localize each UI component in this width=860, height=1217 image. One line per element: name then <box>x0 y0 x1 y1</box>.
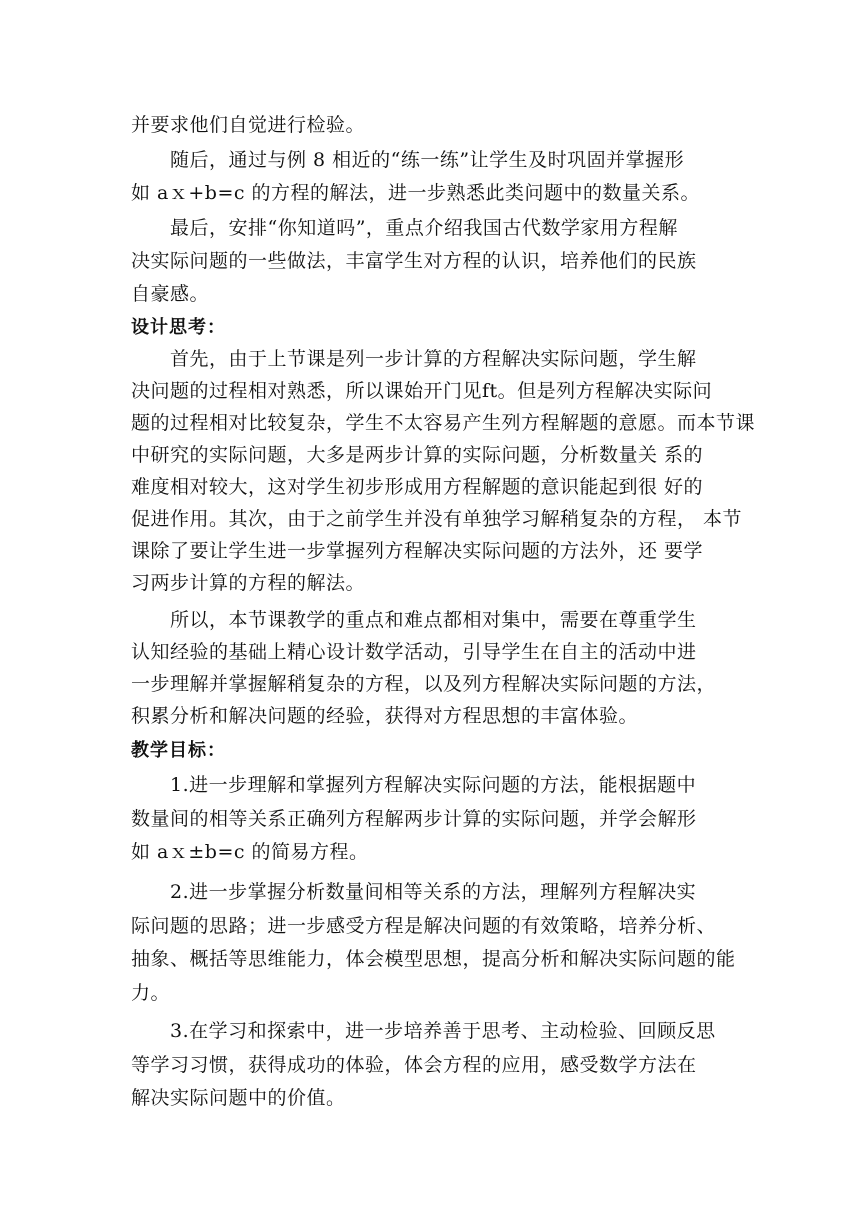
text-line: 抽象、概括等思维能力，体会模型思想，提高分析和解决实际问题的能 <box>131 948 736 970</box>
section-heading-design: 设计思考： <box>131 317 226 338</box>
text-line: 中研究的实际问题，大多是两步计算的实际问题，分析数量关 系的 <box>131 444 704 466</box>
paragraph-line: 1.进一步理解和掌握列方程解决实际问题的方法，能根据题中 <box>170 774 697 796</box>
text-line: 认知经验的基础上精心设计数学活动，引导学生在自主的活动中进 <box>131 641 697 663</box>
text-line: 课除了要让学生进一步掌握列方程解决实际问题的方法外，还 要学 <box>131 540 704 562</box>
text-line: 习两步计算的方程的解法。 <box>131 572 366 594</box>
text-line: 解决实际问题中的价值。 <box>131 1087 346 1109</box>
text-line: 决实际问题的一些做法，丰富学生对方程的认识，培养他们的民族 <box>131 250 697 272</box>
text-line: 等学习习惯，获得成功的体验，体会方程的应用，感受数学方法在 <box>131 1054 697 1076</box>
text-line: 促进作用。其次，由于之前学生并没有单独学习解稍复杂的方程， 本节 <box>131 508 743 530</box>
text-line: 际问题的思路；进一步感受方程是解决问题的有效策略，培养分析、 <box>131 915 717 937</box>
paragraph-line: 最后，安排“你知道吗”，重点介绍我国古代数学家用方程解 <box>170 217 678 239</box>
text-line: 积累分析和解决问题的经验，获得对方程思想的丰富体验。 <box>131 705 639 727</box>
paragraph-line: 3.在学习和探索中，进一步培养善于思考、主动检验、回顾反思 <box>170 1020 716 1042</box>
paragraph-line: 2.进一步掌握分析数量间相等关系的方法，理解列方程解决实 <box>170 881 697 903</box>
paragraph-line: 首先，由于上节课是列一步计算的方程解决实际问题，学生解 <box>170 348 697 370</box>
text-line: 一步理解并掌握解稍复杂的方程，以及列方程解决实际问题的方法， <box>131 673 717 695</box>
text-line: 难度相对较大，这对学生初步形成用方程解题的意识能起到很 好的 <box>131 476 704 498</box>
text-line: 自豪感。 <box>131 283 210 305</box>
section-heading-objectives: 教学目标： <box>131 740 226 761</box>
text-line: 数量间的相等关系正确列方程解两步计算的实际问题，并学会解形 <box>131 808 697 830</box>
text-line: 决问题的过程相对熟悉，所以课始开门见ft。但是列方程解决实际问 <box>131 380 713 402</box>
text-line: 如 aｘ±b=c 的简易方程。 <box>131 841 369 863</box>
paragraph-line: 随后，通过与例 8 相近的“练一练”让学生及时巩固并掌握形 <box>170 149 685 171</box>
text-line: 题的过程相对比较复杂，学生不太容易产生列方程解题的意愿。而本节课 <box>131 412 756 434</box>
text-line: 并要求他们自觉进行检验。 <box>131 114 366 136</box>
text-line: 如 aｘ+b=c 的方程的解法，进一步熟悉此类问题中的数量关系。 <box>131 182 701 204</box>
text-line: 力。 <box>131 982 171 1004</box>
paragraph-line: 所以，本节课教学的重点和难点都相对集中，需要在尊重学生 <box>170 609 697 631</box>
